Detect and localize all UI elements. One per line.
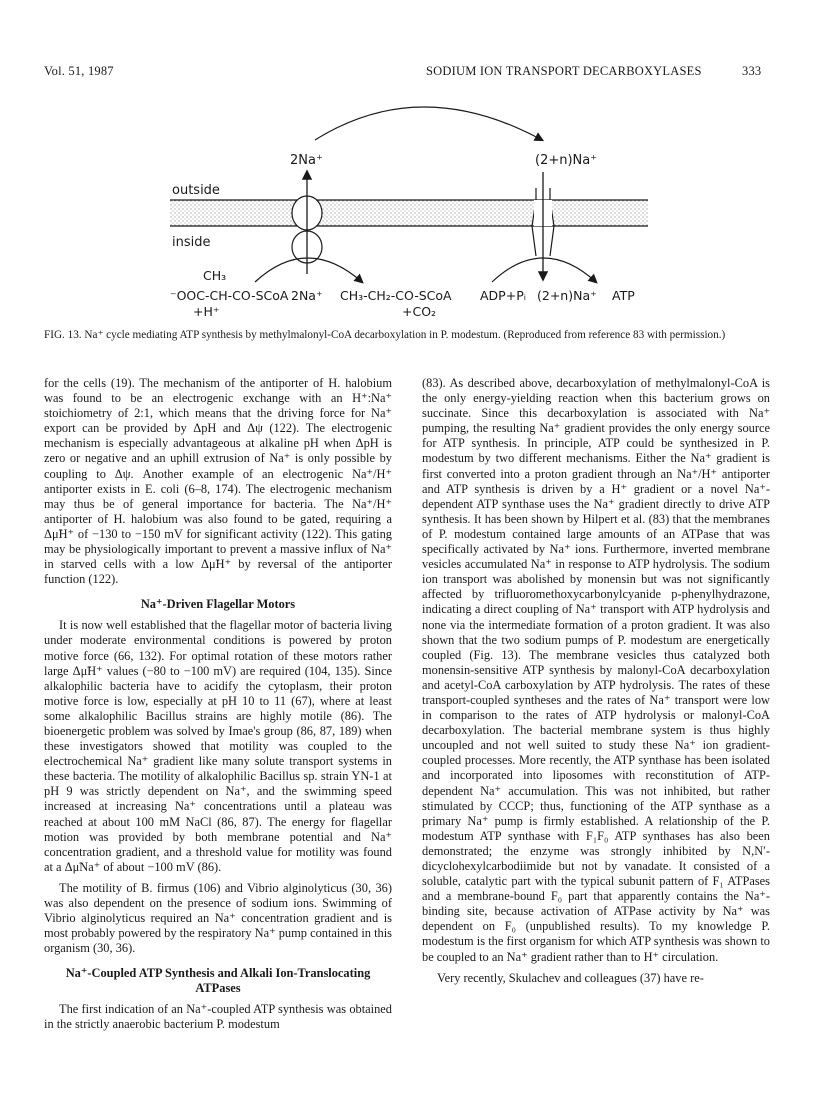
- figure-13-diagram: [150, 84, 670, 318]
- atp-synthesis-arc: [492, 258, 596, 282]
- label-inside: inside: [172, 235, 211, 250]
- figure-caption: FIG. 13. Na⁺ cycle mediating ATP synthesis by methylmalonyl-CoA decarboxylation in P. modestum. (Reproduced from reference 83 with permission.): [44, 329, 726, 341]
- na-cycle-arc: [315, 107, 542, 140]
- paragraph: Very recently, Skulachev and colleagues (37) have re-: [437, 970, 704, 985]
- paragraph: The first indication of an Na⁺-coupled ATP synthesis was obtained in the strictly anaerobic bacterium P. modestum: [44, 1002, 392, 1032]
- substrate-methylmalonyl-coa: ⁻OOC-CH-CO-SCoA: [170, 288, 289, 303]
- membrane: [170, 200, 648, 226]
- paragraph: (83). As described above, decarboxylation of methylmalonyl-CoA is the only energy-yielding reaction when this bacterium grows on succinate. Since this decarboxylation is associated with Na⁺ pumping, the resulting Na⁺ gradient provides the only energy source for ATP synthesis. In principle, ATP could be synthesized in P. modestum by two different mechanisms. Either the Na⁺ gradient is first converted into a proton gradient through an Na⁺/H⁺ antiporter and ATP synthesis is driven by a H⁺ gradient or a novel Na⁺-dependent ATP synthase uses the Na⁺ gradient directly to drive ATP synthesis. It has been shown by Hilpert et al. (83) that the membranes of P. modestum contained large amounts of an ATPase that was specifically activated by Na⁺ ions. Furthermore, inverted membrane vesicles accumulated Na⁺ in response to ATP hydrolysis. The sodium ion transport was abolished by monensin but was not significantly affected by trifluoromethoxycarbonylcyanide p-phenylhydrazone, indicating a direct coupling of Na⁺ transport with ATP hydrolysis and none via the intermediate formation of a proton gradient. It was also shown that the two sodium pumps of P. modestum are energetically coupled (Fig. 13). The membrane vesicles thus catalyzed both monensin-sensitive ATP synthesis by malonyl-CoA decarboxylation and acetyl-CoA carboxylation by ATP hydrolysis. The rates of these transport-coupled syntheses and the rates of Na⁺ transport were low in comparison to the rates of ATP hydrolysis or malonyl-CoA decarboxylation. The bacterial membrane system is thus highly uncoupled and not well suited to study these Na⁺ ion gradient-coupled processes. More recently, the ATP synthase has been isolated and incorporated into liposomes with reconstitution of ATP-dependent Na⁺ accumulation. This was not inhibited, but rather stimulated by CCCP; thus, functioning of the ATP synthase as a primary Na⁺ pump is firmly established. A relationship of the P. modestum ATP synthase with F₁F₀ ATP synthases has also been demonstrated; the enzyme was strongly inhibited by N,N′-dicyclohexylcarbodiimide but not by vanadate. It consisted of a soluble, catalytic part with the typical subunit pattern of F₁ ATPases and a membrane-bound F₀ part that apparently contains the Na⁺-binding site, because activation of ATPase activity by Na⁺ was dependent on F₀ (unpublished results). To my knowledge P. modestum is the first organism for which ATP synthesis was shown to be coupled to an Na⁺ gradient rather than to H⁺ circulation.: [422, 376, 770, 964]
- label-2na-top: 2Na⁺: [290, 153, 323, 168]
- substrate-proton: +H⁺: [193, 304, 220, 318]
- label-2plusn-na-bottom: (2+n)Na⁺: [537, 288, 597, 303]
- label-outside: outside: [172, 183, 220, 198]
- running-header-volume: Vol. 51, 1987: [44, 64, 114, 78]
- section-heading: Na⁺-Driven Flagellar Motors: [140, 597, 296, 612]
- product-co2: +CO₂: [402, 304, 437, 318]
- right-column: [422, 376, 770, 986]
- product-propionyl-coa: CH₃-CH₂-CO-SCoA: [340, 288, 452, 303]
- label-2na-bottom: 2Na⁺: [291, 288, 323, 303]
- paragraph: for the cells (19). The mechanism of the antiporter of H. halobium was found to be an electrogenic exchange with an H⁺:Na⁺ stoichiometry of 2:1, which means that the driving force for Na⁺ export can be provided by ΔpH and Δψ (122). The electrogenic mechanism is especially advantageous at alkaline pH when ΔpH is zero or negative and an uphill extrusion of Na⁺ is only possible by coupling to Δψ. Another example of an electrogenic Na⁺/H⁺ antiporter exists in E. coli (6–8, 174). The electrogenic mechanism may thus be of general importance for bacteria. The Na⁺/H⁺ antiporter of H. halobium was also found to be gated, requiring a Δμ̃H⁺ of −130 to −150 mV for significant activity (122). This gating may be physiologically important to prevent a massive influx of Na⁺ in starved cells with a low Δμ̃H⁺ by reversal of the antiporter function (122).: [44, 376, 392, 587]
- label-2plusn-na-top: (2+n)Na⁺: [535, 153, 598, 168]
- left-column: [44, 376, 392, 1033]
- label-adp-pi: ADP+Pᵢ: [480, 288, 526, 303]
- section-heading: Na⁺-Coupled ATP Synthesis and Alkali Ion-Translocating ATPases: [65, 966, 371, 996]
- label-atp: ATP: [612, 288, 635, 303]
- substrate-methyl: CH₃: [203, 268, 227, 283]
- paragraph: The motility of B. firmus (106) and Vibrio alginolyticus (30, 36) was also dependent on the presence of sodium ions. Swimming of Vibrio alginolyticus required an Na⁺ concentration gradient and is most probably powered by the respiratory Na⁺ pump contained in this organism (30, 36).: [44, 880, 392, 956]
- page-number: 333: [742, 64, 762, 78]
- running-header-title: SODIUM ION TRANSPORT DECARBOXYLASES: [426, 64, 702, 78]
- paragraph: It is now well established that the flagellar motor of bacteria living under moderate environmental conditions is powered by proton motive force (66, 132). For optimal rotation of these motors rather large Δμ̃H⁺ values (−80 to −100 mV) are required (104, 135). Since alkalophilic bacteria have to acidify the cytoplasm, their proton motive force is low, especially at pH 10 to 11 (67), where at least some alkalophilic Bacillus strains are highly motile (86). The bioenergetic problem was solved by Imae's group (86, 87, 189) when these investigators showed that motility was coupled to the electrochemical Na⁺ gradient like many solute transport systems in these bacteria. The motility of alkalophilic Bacillus sp. strain YN-1 at pH 9 was strictly dependent on Na⁺, and the swimming speed increased at increasing Na⁺ concentrations until a plateau was reached at about 100 mM NaCl (86, 87). The energy for flagellar motion was provided by both membrane potential and Na⁺ concentration gradient, and a threshold value for motility was found at a Δμ̃Na⁺ of about −100 mV (86).: [44, 618, 392, 874]
